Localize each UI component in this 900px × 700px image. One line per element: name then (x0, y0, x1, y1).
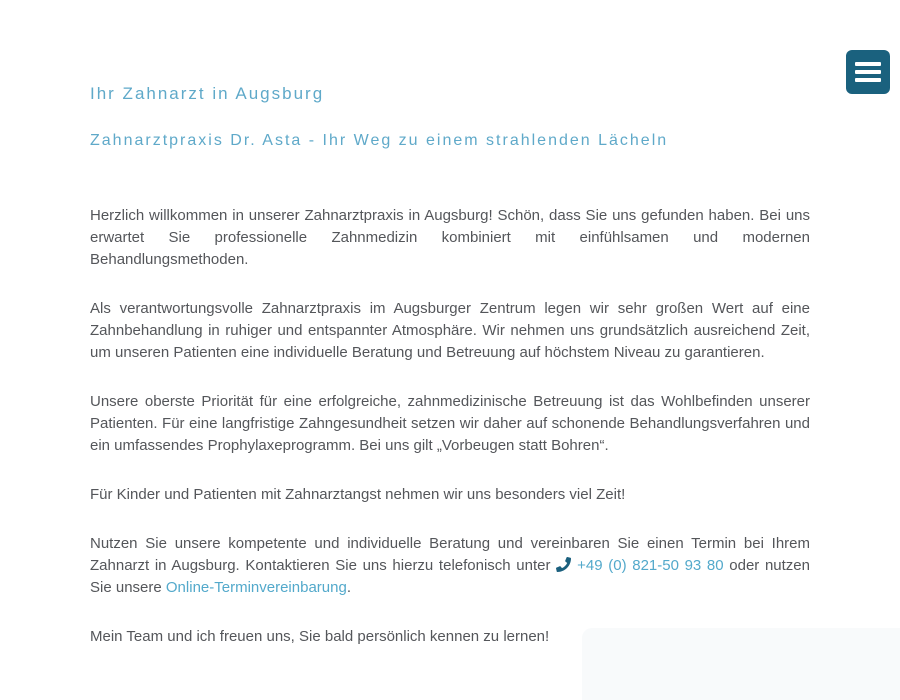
phone-number: +49 (0) 821-50 93 80 (577, 557, 724, 574)
phone-link[interactable] (556, 557, 729, 574)
paragraph-priority: Unsere oberste Priorität für eine erfolgreiche, zahnmedizinische Betreuung ist das Wohlbefinden unserer Patienten. Für eine langfristige Zahngesundheit setzen wir daher auf schonende Behandlungsverfahren und ein umfassendes Prophylaxeprogramm. Bei uns gilt „Vorbeugen statt Bohren“. (90, 393, 810, 454)
paragraph-closing: Mein Team und ich freuen uns, Sie bald persönlich kennen zu lernen! (90, 628, 550, 645)
paragraph-children: Für Kinder und Patienten mit Zahnarztangst nehmen wir uns besonders viel Zeit! (90, 486, 626, 503)
contact-text-between: oder nutzen Sie unsere (90, 557, 810, 596)
paragraph-welcome: Herzlich willkommen in unserer Zahnarztpraxis in Augsburg! Schön, dass Sie uns gefunden haben. Bei uns erwartet Sie professionelle Zahnmedizin kombiniert mit einfühlsamen und modernen Behandlungsmethoden. (90, 207, 810, 268)
contact-text-before: Nutzen Sie unsere kompetente und individuelle Beratung und vereinbaren Sie einen Termin bei Ihrem Zahnarzt in Augsburg. Kontaktieren Sie uns hierzu telefonisch unter (90, 535, 810, 574)
paragraph-contact (90, 533, 810, 599)
online-booking-link[interactable]: Online-Terminvereinbarung (165, 579, 347, 596)
contact-text-after: . (346, 579, 351, 596)
paragraph-atmosphere: Als verantwortungsvolle Zahnarztpraxis im Augsburger Zentrum legen wir sehr großen Wert auf eine Zahnbehandlung in ruhiger und entspannter Atmosphäre. Wir nehmen uns grundsätzlich ausreichend Zeit, um unseren Patienten eine individuelle Beratung und Betreuung auf höchstem Niveau zu garantieren. (90, 300, 810, 361)
page-title: Ihr Zahnarzt in Augsburg (90, 84, 325, 103)
menu-button[interactable] (846, 50, 890, 94)
phone-icon (556, 557, 571, 572)
main-content (90, 0, 810, 648)
page-subtitle: Zahnarztpraxis Dr. Asta - Ihr Weg zu einem strahlenden Lächeln (90, 132, 669, 149)
